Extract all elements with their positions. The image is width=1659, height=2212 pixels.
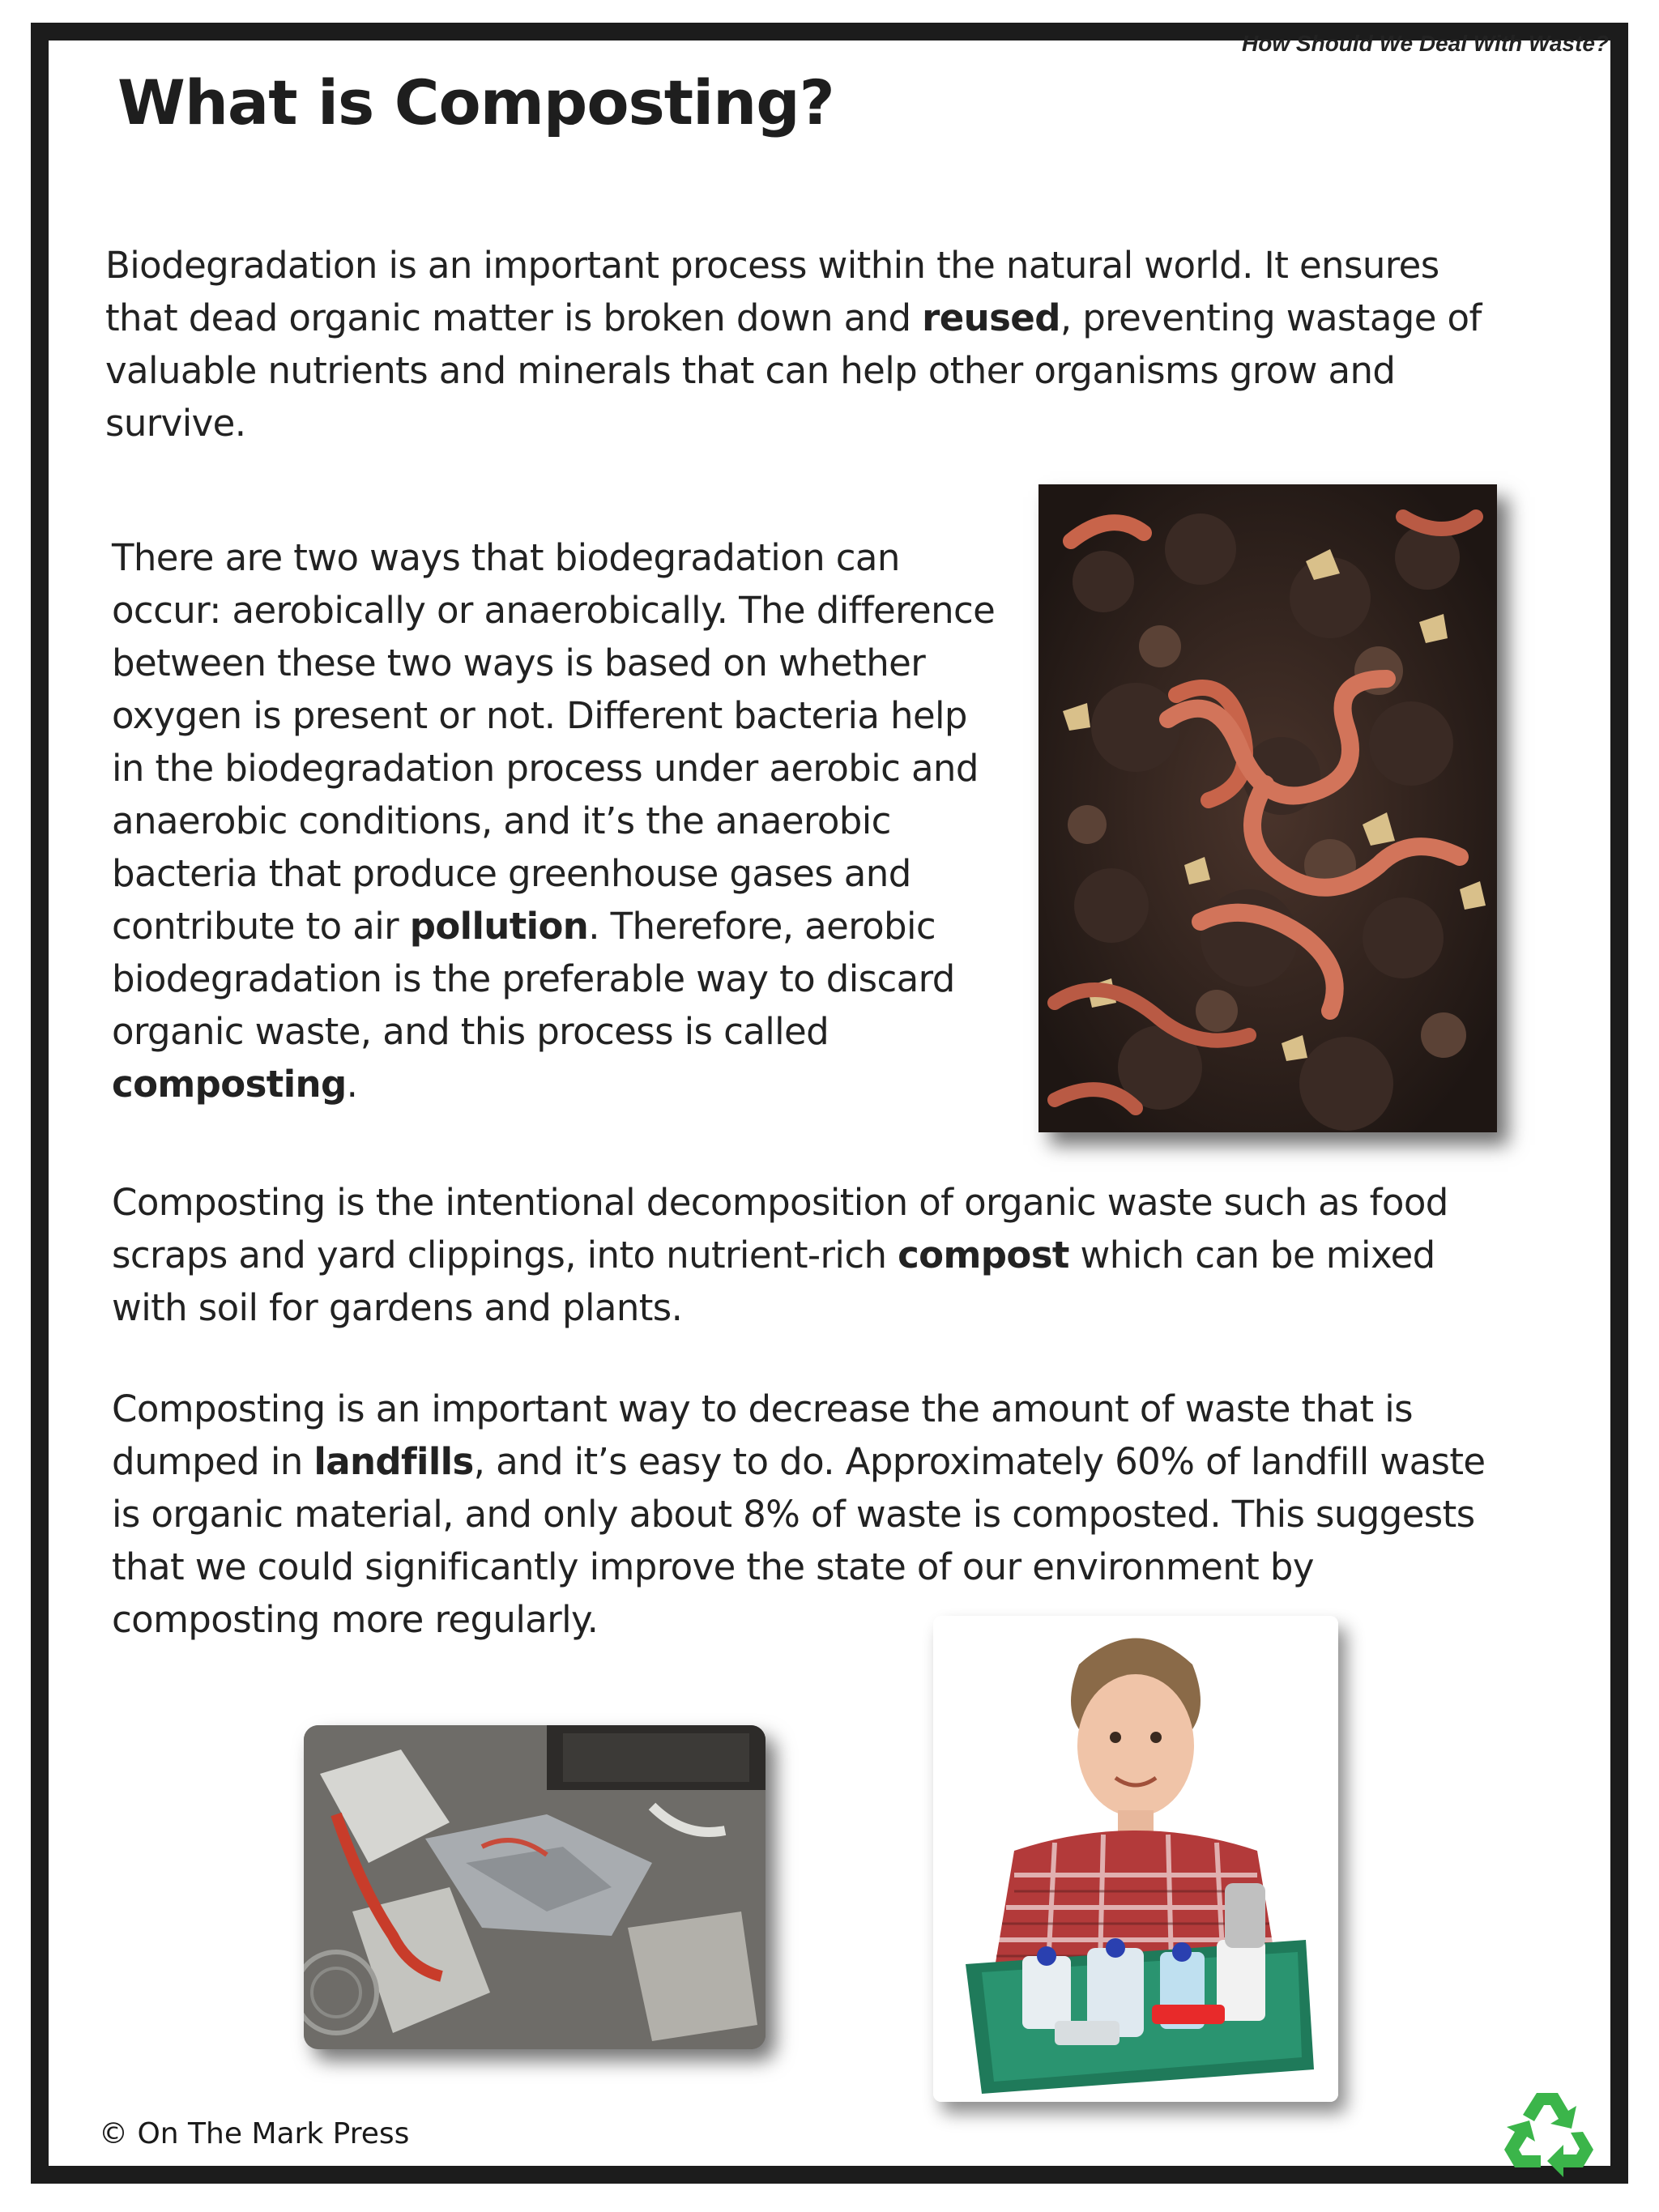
paragraph-landfill-statistics: Composting is an important way to decrease the amount of waste that is dumped in landfills, and it’s easy to do. Approximately 60% of landfill waste is organic material, and only about 8% of waste is composted. This suggests that we could significantly improve the state of our environment by composting more regularly. xyxy=(112,1387,1486,1641)
landfill-illustration xyxy=(304,1725,766,2049)
paragraph-composting-definition: Composting is the intentional decomposition of organic waste such as food scraps and yard clippings, into nutrient-rich compost which can be mixed with soil for gardens and plants. xyxy=(112,1181,1448,1329)
bold-term-pollution: pollution xyxy=(409,905,589,948)
compost-worms-photo xyxy=(1038,484,1497,1132)
bold-term-compost: compost xyxy=(898,1234,1069,1276)
copyright-footer: © On The Mark Press xyxy=(99,2117,410,2150)
recycle-icon xyxy=(1499,2083,1596,2180)
series-title: How Should We Deal With Waste? xyxy=(1242,31,1609,56)
paragraph-biodegradation: Biodegradation is an important process within the natural world. It ensures that dead organic matter is broken down and reused, preventing wastage of valuable nutrients and minerals that can help other organisms grow and survive. xyxy=(105,244,1482,445)
boy-with-recycling-bin-photo xyxy=(933,1616,1338,2102)
worms-illustration xyxy=(1038,484,1497,1132)
landfill-trash-photo xyxy=(304,1725,766,2049)
bold-term-composting: composting xyxy=(112,1063,347,1106)
bold-term-reused: reused xyxy=(922,296,1060,339)
page-title: What is Composting? xyxy=(117,66,834,139)
paragraph-aerobic-anaerobic: There are two ways that biodegradation can occur: aerobically or anaerobically. The difference between these two ways is based on whether oxygen is present or not. Different bacteria help in the biodegradation process under aerobic and anaerobic conditions, and it’s the anaerobic bacteria that produce greenhouse gases and contribute to air pollution. Therefore, aerobic biodegradation is the preferable way to discard organic waste, and this process is called composting. xyxy=(112,536,996,1106)
boy-illustration xyxy=(933,1616,1338,2102)
bold-term-landfills: landfills xyxy=(313,1440,474,1483)
